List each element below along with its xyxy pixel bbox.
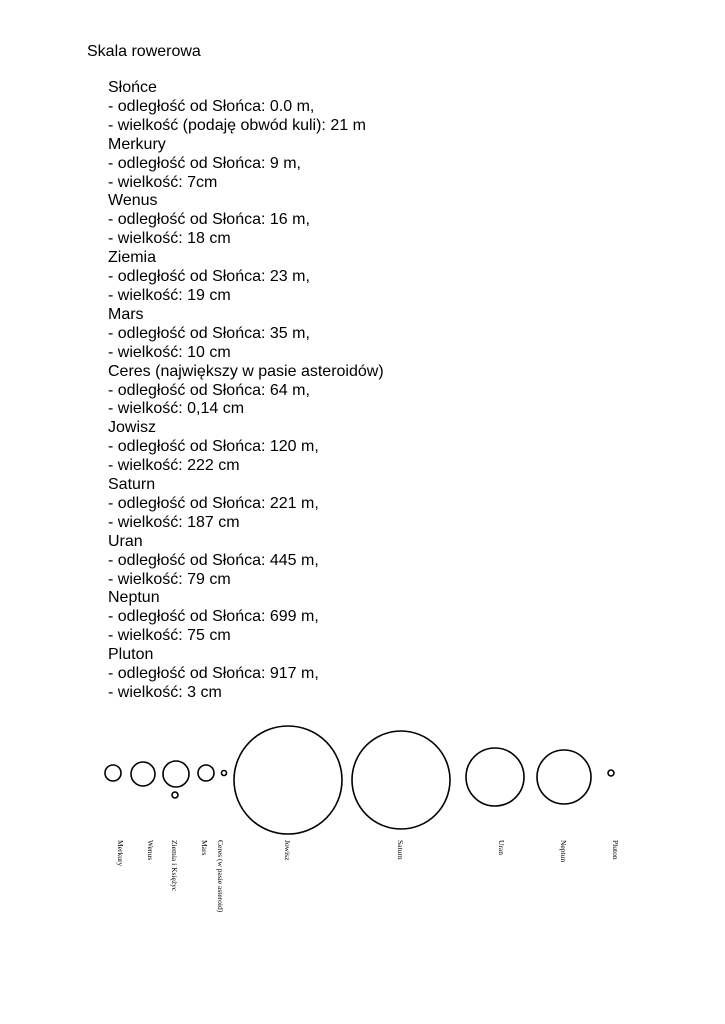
body-name: Merkury — [108, 135, 166, 153]
body-distance: - odległość od Słońca: 917 m, — [108, 665, 319, 683]
body-distance: - odległość od Słońca: 16 m, — [108, 211, 310, 229]
mercury-circle — [105, 765, 121, 781]
body-entry-pluto — [108, 646, 384, 703]
body-entry-ceres — [108, 363, 384, 420]
body-distance: - odległość od Słońca: 23 m, — [108, 268, 310, 286]
label-uran: Uran — [497, 840, 506, 855]
body-size: - wielkość: 10 cm — [108, 343, 231, 361]
neptune-circle — [537, 750, 591, 804]
body-entry-jupiter — [108, 419, 384, 476]
body-name: Neptun — [108, 589, 160, 607]
body-entry-sun — [108, 79, 384, 136]
body-name: Jowisz — [108, 419, 157, 437]
jupiter-circle — [234, 726, 342, 834]
body-size: - wielkość: 75 cm — [108, 627, 231, 645]
body-entry-earth — [108, 249, 384, 306]
body-name: Ziemia — [108, 249, 157, 267]
body-size: - wielkość: 19 cm — [108, 286, 231, 304]
body-name: Mars — [108, 305, 144, 323]
body-size: - wielkość: 18 cm — [108, 230, 231, 248]
venus-circle — [131, 762, 155, 786]
body-distance: - odległość od Słońca: 445 m, — [108, 551, 319, 569]
body-entry-neptune — [108, 589, 384, 646]
body-name: Słońce — [108, 79, 157, 96]
body-size: - wielkość (podaję obwód kuli): 21 m — [108, 116, 366, 134]
body-entry-mars — [108, 306, 384, 363]
label-ziemia: Ziemia i Księżyc — [170, 840, 179, 892]
planet-list — [108, 79, 384, 703]
planet-size-diagram — [0, 700, 725, 1024]
body-name: Uran — [108, 532, 143, 550]
body-name: Ceres (największy w pasie asteroidów) — [108, 362, 384, 380]
label-ceres: Ceres (w pasie asteroid) — [216, 840, 225, 913]
body-distance: - odległość od Słońca: 699 m, — [108, 608, 319, 626]
body-distance: - odległość od Słońca: 9 m, — [108, 154, 301, 172]
pluto-circle — [608, 770, 614, 776]
body-size: - wielkość: 3 cm — [108, 684, 222, 701]
body-entry-uranus — [108, 533, 384, 590]
body-size: - wielkość: 7cm — [108, 173, 218, 191]
body-size: - wielkość: 0,14 cm — [108, 400, 245, 418]
earth-circle — [163, 761, 189, 787]
label-neptun: Neptun — [559, 840, 568, 863]
label-merkury: Merkury — [116, 840, 125, 867]
body-distance: - odległość od Słońca: 221 m, — [108, 494, 319, 512]
body-size: - wielkość: 79 cm — [108, 570, 231, 588]
body-distance: - odległość od Słońca: 120 m, — [108, 438, 319, 456]
body-distance: - odległość od Słońca: 35 m, — [108, 324, 310, 342]
label-pluton: Pluton — [611, 840, 620, 860]
label-jowisz: Jowisz — [283, 840, 292, 861]
document-title: Skala rowerowa — [87, 43, 201, 60]
label-saturn: Saturn — [396, 840, 405, 860]
body-name: Wenus — [108, 192, 158, 210]
body-size: - wielkość: 222 cm — [108, 457, 240, 475]
moon-circle — [172, 792, 178, 798]
body-name: Pluton — [108, 646, 154, 664]
label-wenus: Wenus — [146, 840, 155, 861]
body-entry-saturn — [108, 476, 384, 533]
label-mars: Mars — [200, 840, 209, 856]
body-entry-venus — [108, 192, 384, 249]
body-entry-mercury — [108, 136, 384, 193]
body-distance: - odległość od Słońca: 64 m, — [108, 381, 310, 399]
body-size: - wielkość: 187 cm — [108, 513, 240, 531]
ceres-circle — [222, 771, 227, 776]
body-name: Saturn — [108, 476, 156, 494]
mars-circle — [198, 765, 214, 781]
saturn-circle — [352, 731, 450, 829]
body-distance: - odległość od Słońca: 0.0 m, — [108, 97, 315, 115]
uranus-circle — [466, 748, 524, 806]
